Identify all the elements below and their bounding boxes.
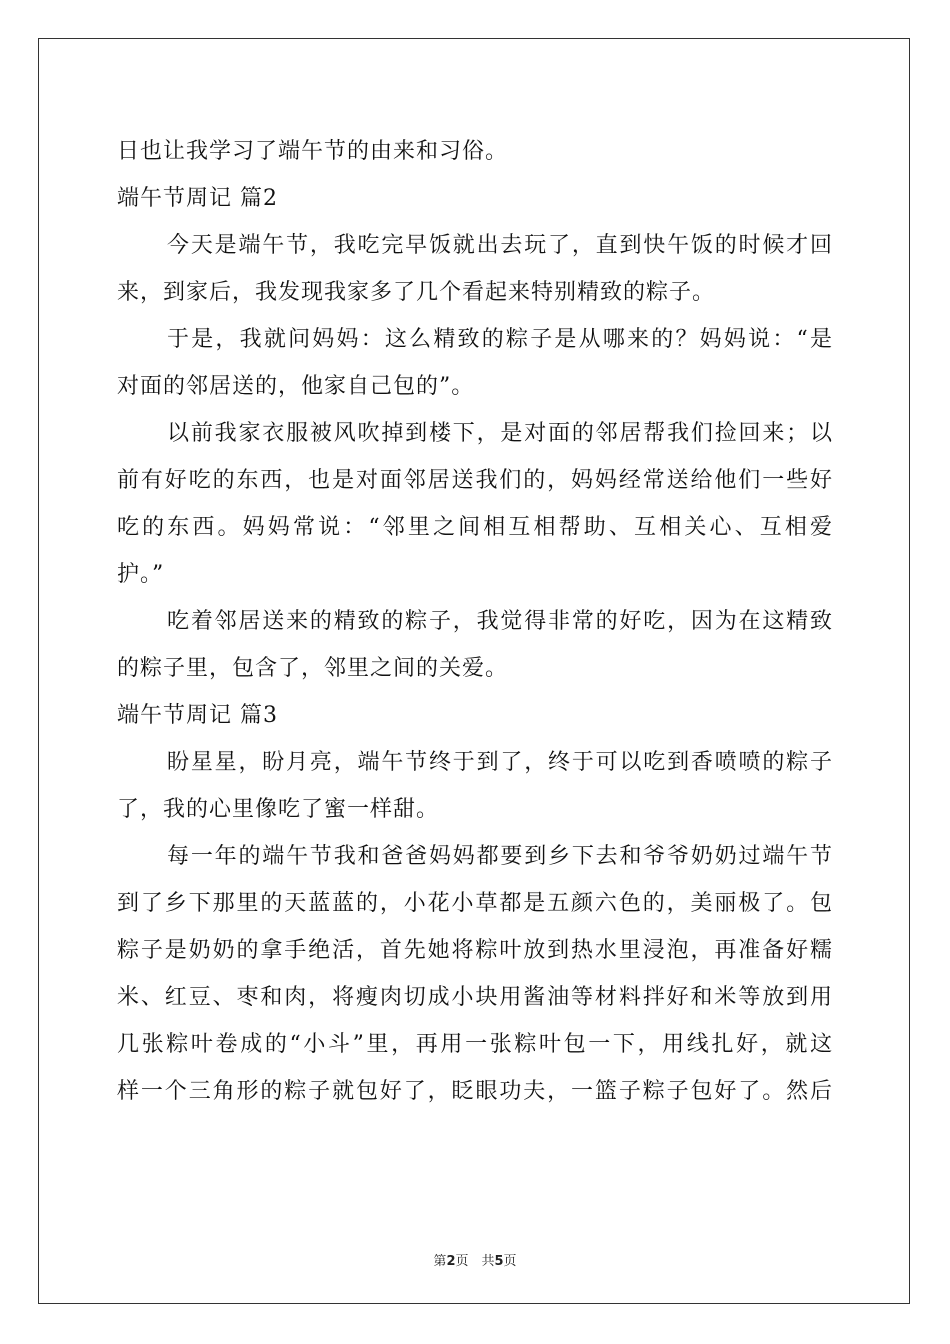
text-line: 以前我家衣服被风吹掉到楼下，是对面的邻居帮我们捡回来；以	[167, 421, 833, 446]
section-heading: 端午节周记 篇3	[117, 703, 278, 728]
text-line: 了，我的心里像吃了蜜一样甜。	[117, 797, 440, 822]
text-line: 日也让我学习了端午节的由来和习俗。	[117, 139, 509, 164]
page-prefix: 第	[433, 1254, 447, 1269]
text-line: 今天是端午节，我吃完早饭就出去玩了，直到快午饭的时候才回	[167, 233, 833, 258]
text-line: 吃的东西。妈妈常说：“邻里之间相互相帮助、互相关心、互相爱	[117, 515, 833, 540]
section-heading: 端午节周记 篇2	[117, 186, 278, 211]
text-line: 护。”	[117, 562, 165, 587]
text-line: 米、红豆、枣和肉，将瘦肉切成小块用酱油等材料拌好和米等放到用	[117, 985, 833, 1010]
text-line: 几张粽叶卷成的“小斗”里，再用一张粽叶包一下，用线扎好，就这	[117, 1032, 833, 1057]
text-line: 对面的邻居送的，他家自己包的”。	[117, 374, 475, 399]
text-line: 吃着邻居送来的精致的粽子，我觉得非常的好吃，因为在这精致	[167, 609, 833, 634]
text-line: 盼星星，盼月亮，端午节终于到了，终于可以吃到香喷喷的粽子	[167, 750, 833, 775]
text-line: 于是，我就问妈妈：这么精致的粽子是从哪来的？妈妈说：“是	[167, 327, 833, 352]
text-line: 样一个三角形的粽子就包好了，眨眼功夫，一篮子粽子包好了。然后	[117, 1079, 833, 1104]
page-suffix: 页	[503, 1254, 517, 1269]
current-page-number: 2	[446, 1254, 456, 1269]
text-line: 来，到家后，我发现我家多了几个看起来特别精致的粽子。	[117, 280, 716, 305]
total-page-number: 5	[494, 1254, 504, 1269]
text-line: 前有好吃的东西，也是对面邻居送我们的，妈妈经常送给他们一些好	[117, 468, 833, 493]
text-line: 粽子是奶奶的拿手绝活，首先她将粽叶放到热水里浸泡，再准备好糯	[117, 938, 833, 963]
page-footer	[0, 1250, 950, 1269]
text-line: 每一年的端午节我和爸爸妈妈都要到乡下去和爷爷奶奶过端午节	[167, 844, 833, 869]
page-mid: 页 共	[455, 1254, 495, 1269]
text-line: 到了乡下那里的天蓝蓝的，小花小草都是五颜六色的，美丽极了。包	[117, 891, 833, 916]
text-line: 的粽子里，包含了，邻里之间的关爱。	[117, 656, 509, 681]
document-body	[117, 128, 833, 1115]
